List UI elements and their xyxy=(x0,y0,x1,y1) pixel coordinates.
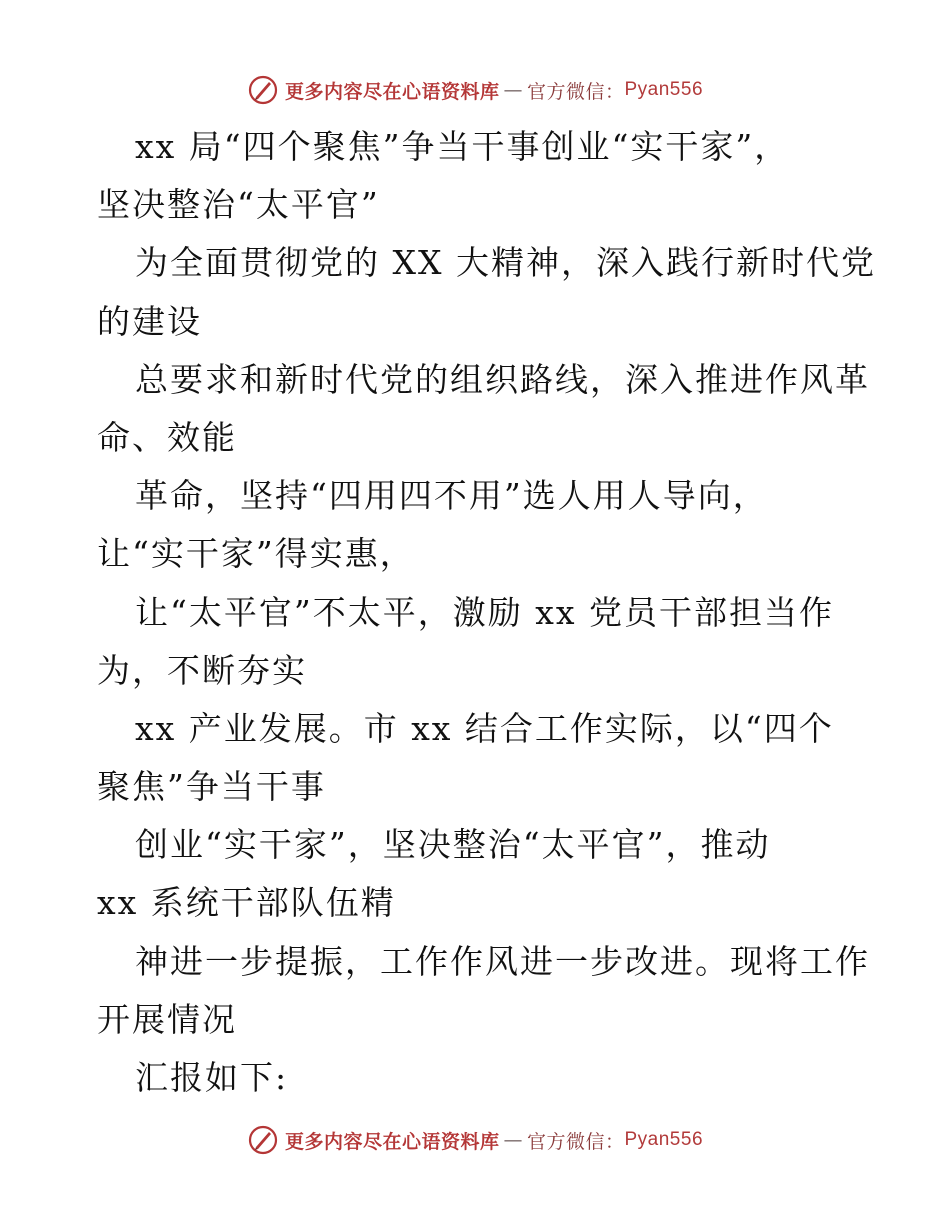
paragraph-line: 开展情况 xyxy=(97,999,237,1039)
document-body xyxy=(97,118,876,1107)
paragraph-line: 让“实干家”得实惠， xyxy=(97,534,415,574)
footer-wechat-label: 官方微信： xyxy=(526,1130,625,1153)
paragraph-line: 让“太平官”不太平，激励 xx 党员干部担当作 xyxy=(135,592,834,632)
footer-wechat-handle: Pyan556 xyxy=(624,1129,704,1150)
paragraph-line: 命、效能 xyxy=(97,417,237,457)
title-line-2: 坚决整治“太平官” xyxy=(97,185,380,225)
paragraph-line: 的建设 xyxy=(97,301,202,341)
header-separator: — xyxy=(503,79,523,101)
paragraph-line: 为全面贯彻党的 XX 大精神，深入践行新时代党 xyxy=(135,243,876,283)
paragraph-line: 创业“实干家”，坚决整治“太平官”，推动 xyxy=(135,825,771,865)
footer-brand-text: 更多内容尽在心语资料库 xyxy=(284,1130,500,1153)
paragraph-line: xx 系统干部队伍精 xyxy=(97,883,396,923)
paragraph-line: 总要求和新时代党的组织路线，深入推进作风革 xyxy=(135,359,870,399)
paragraph-line: 革命，坚持“四用四不用”选人用人导向， xyxy=(135,476,768,516)
header-wechat-handle: Pyan556 xyxy=(624,79,704,100)
paragraph-line: 为，不断夯实 xyxy=(97,650,307,690)
paragraph-line: xx 产业发展。市 xx 结合工作实际，以“四个 xyxy=(135,708,834,748)
paragraph-line: 汇报如下: xyxy=(135,1058,289,1097)
header-watermark xyxy=(0,70,950,110)
paragraph-line: 聚焦”争当干事 xyxy=(97,767,326,807)
footer-watermark xyxy=(0,1120,950,1160)
quill-pen-logo-icon xyxy=(247,1124,279,1156)
paragraph-line: 神进一步提振，工作作风进一步改进。现将工作 xyxy=(135,941,870,981)
quill-pen-logo-icon xyxy=(247,74,279,106)
title-line-1: xx 局“四个聚焦”争当干事创业“实干家”， xyxy=(135,127,790,166)
header-wechat-label: 官方微信： xyxy=(526,80,625,103)
header-brand-text: 更多内容尽在心语资料库 xyxy=(284,80,500,103)
footer-separator: — xyxy=(503,1129,523,1151)
